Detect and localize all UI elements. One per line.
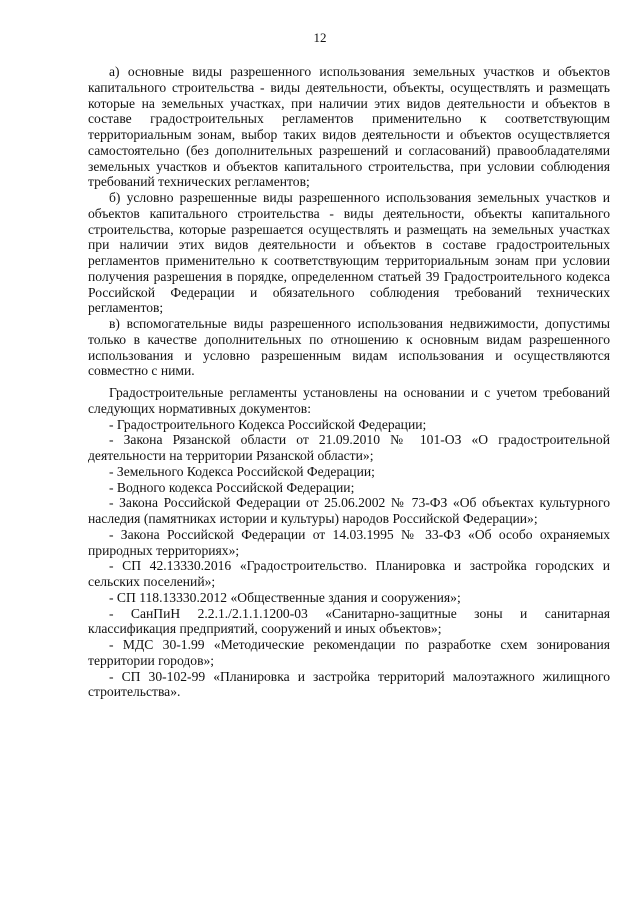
list-item-water-code: - Водного кодекса Российской Федерации; (109, 479, 355, 495)
list-item-sp-30: - СП 30-102-99 «Планировка и застройка территорий малоэтажного жилищного строительства». (88, 668, 610, 700)
document-body (88, 64, 610, 700)
list-item-sp-118: - СП 118.13330.2012 «Общественные здания и сооружения»; (109, 589, 461, 605)
list-item-sp-42: - СП 42.13330.2016 «Градостроительство. Планировка и застройка городских и сельских поселений»; (88, 558, 610, 589)
page-number: 12 (313, 30, 327, 45)
list-item-mds: - МДС 30-1.99 «Методические рекомендации по разработке схем зонирования территории городов»; (88, 637, 610, 668)
list-item-urban-planning-code: - Градостроительного Кодекса Российской Федерации; (109, 416, 427, 432)
list-item-ryazan-law: - Закона Рязанской области от 21.09.2010 № 101-ОЗ «О градостроительной деятельности на территории Рязанской области»; (88, 432, 610, 463)
paragraph-conditional-use-types: б) условно разрешенные виды разрешенного использования земельных участков и объектов капитального строительства - виды деятельности, объекты капитального строительства, которые разрешается осуществлять и размещать на земельных участках при наличии этих видов деятельности и объектов в составе градостроительных регламентов применительно к соответствующим территориальным зонам при условии получения разрешения в порядке, определенном статьей 39 Градостроительного кодекса Российской Федерации и обязательного соблюдения требований технических регламентов; (88, 190, 610, 316)
list-item-sanpin: - СанПиН 2.2.1./2.1.1.1200-03 «Санитарно-защитные зоны и санитарная классификация предприятий, сооружений и иных объектов»; (88, 605, 610, 637)
paragraph-main-use-types: а) основные виды разрешенного использования земельных участков и объектов капитального строительства - виды деятельности, объекты, осуществлять и размещать которые на земельных участках, при наличии этих видов деятельности и объектов в составе градостроительных регламентов применительно к соответствующим территориальным зонам, выбор таких видов деятельности и объектов осуществляется самостоятельно (без дополнительных разрешений и согласований) правообладателями земельных участков и объектов капитального строительства, при условии соблюдения требований технических регламентов; (88, 64, 610, 190)
list-item-protected-areas-law: - Закона Российской Федерации от 14.03.1995 № 33-ФЗ «Об особо охраняемых природных территориях»; (88, 526, 610, 558)
list-item-cultural-heritage-law: - Закона Российской Федерации от 25.06.2002 № 73-ФЗ «Об объектах культурного наследия (памятниках истории и культуры) народов Российской Федерации»; (88, 495, 610, 526)
paragraph-regulations-basis: Градостроительные регламенты установлены на основании и с учетом требований следующих нормативных документов: (88, 385, 610, 416)
paragraph-auxiliary-use-types: в) вспомогательные виды разрешенного использования недвижимости, допустимы только в качестве дополнительных по отношению к основным видам разрешенного использования и условно разрешенным видам использования и осуществляются совместно с ними. (88, 316, 610, 379)
list-item-land-code: - Земельного Кодекса Российской Федерации; (109, 463, 375, 479)
